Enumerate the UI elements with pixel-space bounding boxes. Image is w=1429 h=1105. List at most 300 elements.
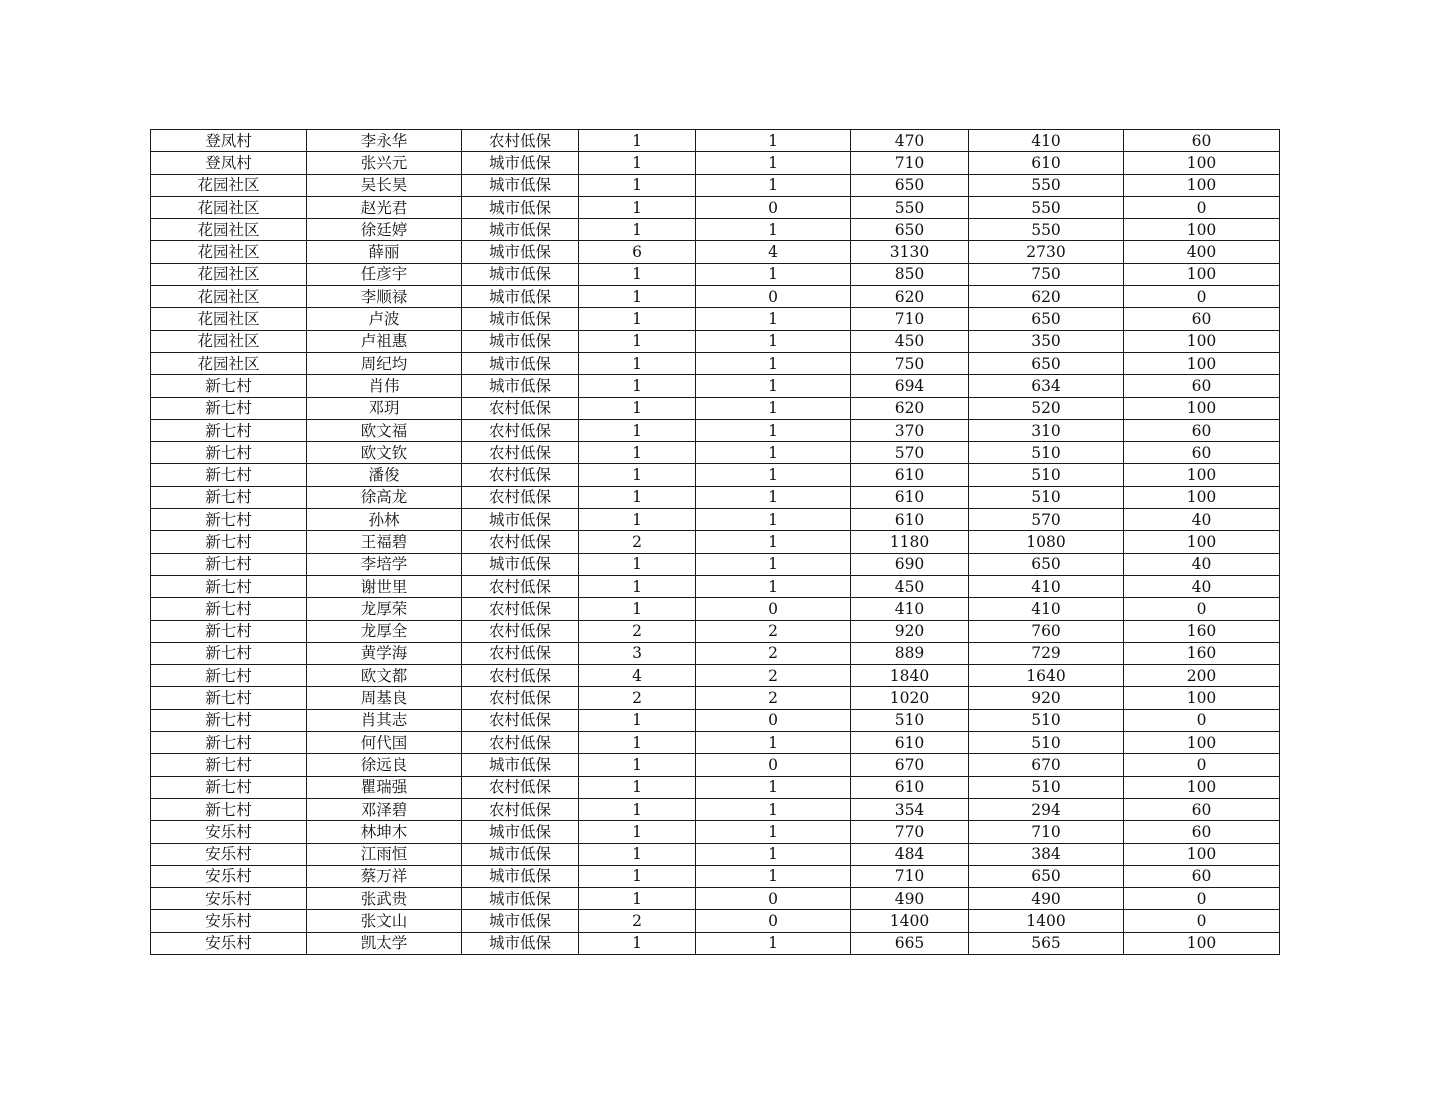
table-row bbox=[151, 910, 1280, 932]
cell-amount-a: 370 bbox=[851, 419, 969, 441]
cell-count-a: 1 bbox=[579, 509, 696, 531]
cell-amount-a: 1400 bbox=[851, 910, 969, 932]
cell-count-a: 1 bbox=[579, 330, 696, 352]
cell-village: 新七村 bbox=[151, 598, 307, 620]
cell-amount-b: 490 bbox=[969, 888, 1124, 910]
cell-amount-b: 510 bbox=[969, 732, 1124, 754]
cell-amount-b: 710 bbox=[969, 821, 1124, 843]
cell-type: 城市低保 bbox=[462, 196, 579, 218]
cell-amount-a: 665 bbox=[851, 932, 969, 954]
table-row bbox=[151, 709, 1280, 731]
cell-type: 城市低保 bbox=[462, 219, 579, 241]
cell-name: 徐高龙 bbox=[307, 486, 462, 508]
cell-amount-b: 410 bbox=[969, 598, 1124, 620]
cell-count-a: 1 bbox=[579, 196, 696, 218]
cell-type: 城市低保 bbox=[462, 352, 579, 374]
cell-amount-b: 520 bbox=[969, 397, 1124, 419]
cell-amount-b: 550 bbox=[969, 196, 1124, 218]
cell-name: 王福碧 bbox=[307, 531, 462, 553]
cell-name: 任彦宇 bbox=[307, 263, 462, 285]
table-row bbox=[151, 397, 1280, 419]
cell-count-a: 1 bbox=[579, 932, 696, 954]
cell-amount-diff: 100 bbox=[1124, 687, 1280, 709]
cell-name: 龙厚全 bbox=[307, 620, 462, 642]
cell-amount-a: 1840 bbox=[851, 665, 969, 687]
cell-amount-diff: 60 bbox=[1124, 798, 1280, 820]
cell-amount-b: 350 bbox=[969, 330, 1124, 352]
cell-count-a: 1 bbox=[579, 174, 696, 196]
cell-amount-a: 620 bbox=[851, 286, 969, 308]
cell-count-a: 1 bbox=[579, 375, 696, 397]
cell-count-b: 1 bbox=[696, 419, 851, 441]
cell-count-a: 1 bbox=[579, 709, 696, 731]
cell-amount-a: 710 bbox=[851, 152, 969, 174]
cell-type: 城市低保 bbox=[462, 888, 579, 910]
cell-amount-a: 450 bbox=[851, 330, 969, 352]
cell-count-b: 1 bbox=[696, 732, 851, 754]
cell-amount-b: 410 bbox=[969, 575, 1124, 597]
cell-amount-a: 620 bbox=[851, 397, 969, 419]
cell-count-b: 2 bbox=[696, 620, 851, 642]
cell-amount-diff: 100 bbox=[1124, 932, 1280, 954]
cell-count-a: 1 bbox=[579, 152, 696, 174]
cell-amount-b: 1080 bbox=[969, 531, 1124, 553]
cell-amount-diff: 160 bbox=[1124, 642, 1280, 664]
cell-type: 城市低保 bbox=[462, 865, 579, 887]
cell-village: 新七村 bbox=[151, 732, 307, 754]
cell-village: 花园社区 bbox=[151, 174, 307, 196]
cell-count-b: 1 bbox=[696, 821, 851, 843]
cell-amount-diff: 100 bbox=[1124, 152, 1280, 174]
cell-count-b: 2 bbox=[696, 687, 851, 709]
cell-amount-a: 889 bbox=[851, 642, 969, 664]
cell-amount-diff: 0 bbox=[1124, 888, 1280, 910]
cell-village: 新七村 bbox=[151, 642, 307, 664]
cell-village: 新七村 bbox=[151, 509, 307, 531]
cell-type: 城市低保 bbox=[462, 509, 579, 531]
cell-amount-b: 650 bbox=[969, 308, 1124, 330]
cell-amount-diff: 100 bbox=[1124, 263, 1280, 285]
cell-amount-diff: 60 bbox=[1124, 442, 1280, 464]
cell-amount-diff: 40 bbox=[1124, 553, 1280, 575]
table-row bbox=[151, 642, 1280, 664]
cell-amount-diff: 60 bbox=[1124, 821, 1280, 843]
cell-name: 肖其志 bbox=[307, 709, 462, 731]
cell-amount-a: 410 bbox=[851, 598, 969, 620]
cell-amount-a: 1180 bbox=[851, 531, 969, 553]
cell-count-a: 1 bbox=[579, 598, 696, 620]
table-body bbox=[151, 130, 1280, 955]
cell-count-a: 4 bbox=[579, 665, 696, 687]
cell-count-b: 1 bbox=[696, 263, 851, 285]
cell-village: 安乐村 bbox=[151, 910, 307, 932]
cell-count-a: 2 bbox=[579, 531, 696, 553]
table-row bbox=[151, 553, 1280, 575]
cell-type: 农村低保 bbox=[462, 130, 579, 152]
table-row bbox=[151, 263, 1280, 285]
cell-count-a: 3 bbox=[579, 642, 696, 664]
cell-type: 城市低保 bbox=[462, 308, 579, 330]
cell-amount-a: 670 bbox=[851, 754, 969, 776]
cell-name: 徐廷婷 bbox=[307, 219, 462, 241]
cell-count-a: 1 bbox=[579, 732, 696, 754]
cell-type: 城市低保 bbox=[462, 152, 579, 174]
cell-village: 新七村 bbox=[151, 687, 307, 709]
cell-amount-a: 550 bbox=[851, 196, 969, 218]
cell-amount-diff: 100 bbox=[1124, 531, 1280, 553]
cell-village: 新七村 bbox=[151, 419, 307, 441]
table-row bbox=[151, 843, 1280, 865]
cell-amount-a: 710 bbox=[851, 865, 969, 887]
cell-amount-diff: 60 bbox=[1124, 130, 1280, 152]
cell-amount-diff: 100 bbox=[1124, 330, 1280, 352]
cell-count-b: 1 bbox=[696, 174, 851, 196]
cell-type: 城市低保 bbox=[462, 330, 579, 352]
cell-name: 吴长昊 bbox=[307, 174, 462, 196]
cell-village: 新七村 bbox=[151, 553, 307, 575]
cell-count-a: 2 bbox=[579, 687, 696, 709]
cell-amount-diff: 100 bbox=[1124, 174, 1280, 196]
cell-type: 农村低保 bbox=[462, 665, 579, 687]
cell-count-a: 1 bbox=[579, 263, 696, 285]
cell-count-a: 1 bbox=[579, 798, 696, 820]
cell-amount-diff: 160 bbox=[1124, 620, 1280, 642]
cell-village: 新七村 bbox=[151, 375, 307, 397]
cell-amount-diff: 400 bbox=[1124, 241, 1280, 263]
cell-count-a: 1 bbox=[579, 286, 696, 308]
cell-count-a: 1 bbox=[579, 464, 696, 486]
cell-name: 欧文都 bbox=[307, 665, 462, 687]
cell-amount-b: 610 bbox=[969, 152, 1124, 174]
cell-village: 新七村 bbox=[151, 665, 307, 687]
cell-amount-diff: 0 bbox=[1124, 709, 1280, 731]
table-row bbox=[151, 196, 1280, 218]
cell-count-a: 1 bbox=[579, 843, 696, 865]
cell-name: 邓玥 bbox=[307, 397, 462, 419]
cell-count-b: 1 bbox=[696, 932, 851, 954]
cell-amount-a: 354 bbox=[851, 798, 969, 820]
cell-amount-b: 634 bbox=[969, 375, 1124, 397]
cell-amount-a: 920 bbox=[851, 620, 969, 642]
cell-count-a: 1 bbox=[579, 553, 696, 575]
cell-amount-b: 550 bbox=[969, 219, 1124, 241]
table-row bbox=[151, 419, 1280, 441]
cell-count-a: 1 bbox=[579, 754, 696, 776]
cell-count-b: 1 bbox=[696, 442, 851, 464]
cell-type: 城市低保 bbox=[462, 241, 579, 263]
table-row bbox=[151, 754, 1280, 776]
cell-amount-a: 650 bbox=[851, 219, 969, 241]
table-row bbox=[151, 442, 1280, 464]
cell-count-b: 1 bbox=[696, 575, 851, 597]
cell-village: 新七村 bbox=[151, 754, 307, 776]
cell-amount-diff: 100 bbox=[1124, 464, 1280, 486]
cell-type: 城市低保 bbox=[462, 932, 579, 954]
cell-count-b: 1 bbox=[696, 152, 851, 174]
cell-amount-a: 1020 bbox=[851, 687, 969, 709]
cell-village: 花园社区 bbox=[151, 263, 307, 285]
cell-type: 农村低保 bbox=[462, 486, 579, 508]
cell-type: 城市低保 bbox=[462, 286, 579, 308]
cell-type: 农村低保 bbox=[462, 620, 579, 642]
cell-amount-a: 770 bbox=[851, 821, 969, 843]
cell-type: 农村低保 bbox=[462, 642, 579, 664]
table-row bbox=[151, 687, 1280, 709]
cell-count-a: 1 bbox=[579, 219, 696, 241]
table-row bbox=[151, 219, 1280, 241]
cell-village: 安乐村 bbox=[151, 932, 307, 954]
cell-name: 张武贵 bbox=[307, 888, 462, 910]
cell-amount-b: 729 bbox=[969, 642, 1124, 664]
cell-type: 农村低保 bbox=[462, 598, 579, 620]
cell-count-a: 1 bbox=[579, 130, 696, 152]
cell-name: 欧文钦 bbox=[307, 442, 462, 464]
cell-amount-a: 610 bbox=[851, 464, 969, 486]
cell-count-b: 1 bbox=[696, 464, 851, 486]
cell-count-a: 1 bbox=[579, 865, 696, 887]
cell-amount-diff: 100 bbox=[1124, 776, 1280, 798]
table-row bbox=[151, 241, 1280, 263]
cell-name: 谢世里 bbox=[307, 575, 462, 597]
cell-amount-a: 570 bbox=[851, 442, 969, 464]
table-row bbox=[151, 152, 1280, 174]
cell-count-b: 4 bbox=[696, 241, 851, 263]
cell-type: 农村低保 bbox=[462, 732, 579, 754]
table-row bbox=[151, 352, 1280, 374]
cell-type: 农村低保 bbox=[462, 687, 579, 709]
cell-amount-diff: 100 bbox=[1124, 843, 1280, 865]
cell-count-a: 1 bbox=[579, 442, 696, 464]
cell-village: 花园社区 bbox=[151, 219, 307, 241]
cell-amount-a: 650 bbox=[851, 174, 969, 196]
table-row bbox=[151, 821, 1280, 843]
cell-name: 邓泽碧 bbox=[307, 798, 462, 820]
cell-amount-diff: 0 bbox=[1124, 196, 1280, 218]
cell-village: 新七村 bbox=[151, 709, 307, 731]
cell-count-b: 1 bbox=[696, 531, 851, 553]
cell-village: 新七村 bbox=[151, 397, 307, 419]
cell-type: 农村低保 bbox=[462, 798, 579, 820]
cell-name: 何代国 bbox=[307, 732, 462, 754]
table-row bbox=[151, 732, 1280, 754]
cell-amount-a: 690 bbox=[851, 553, 969, 575]
cell-amount-b: 565 bbox=[969, 932, 1124, 954]
cell-name: 林坤木 bbox=[307, 821, 462, 843]
cell-type: 城市低保 bbox=[462, 263, 579, 285]
cell-count-a: 1 bbox=[579, 575, 696, 597]
cell-amount-a: 710 bbox=[851, 308, 969, 330]
cell-count-b: 1 bbox=[696, 776, 851, 798]
cell-count-a: 1 bbox=[579, 308, 696, 330]
cell-amount-a: 3130 bbox=[851, 241, 969, 263]
cell-amount-diff: 0 bbox=[1124, 286, 1280, 308]
table-row bbox=[151, 932, 1280, 954]
cell-count-b: 1 bbox=[696, 509, 851, 531]
cell-count-b: 0 bbox=[696, 754, 851, 776]
cell-village: 新七村 bbox=[151, 798, 307, 820]
cell-amount-a: 694 bbox=[851, 375, 969, 397]
cell-count-b: 1 bbox=[696, 865, 851, 887]
cell-name: 黄学海 bbox=[307, 642, 462, 664]
cell-village: 花园社区 bbox=[151, 286, 307, 308]
cell-name: 凯太学 bbox=[307, 932, 462, 954]
cell-type: 农村低保 bbox=[462, 709, 579, 731]
cell-name: 潘俊 bbox=[307, 464, 462, 486]
cell-amount-diff: 100 bbox=[1124, 732, 1280, 754]
cell-village: 新七村 bbox=[151, 531, 307, 553]
table-row bbox=[151, 776, 1280, 798]
cell-name: 周基良 bbox=[307, 687, 462, 709]
cell-amount-b: 760 bbox=[969, 620, 1124, 642]
cell-type: 农村低保 bbox=[462, 397, 579, 419]
cell-amount-a: 610 bbox=[851, 509, 969, 531]
cell-name: 周纪均 bbox=[307, 352, 462, 374]
data-table bbox=[150, 129, 1280, 955]
cell-amount-a: 510 bbox=[851, 709, 969, 731]
cell-amount-diff: 200 bbox=[1124, 665, 1280, 687]
cell-amount-diff: 40 bbox=[1124, 509, 1280, 531]
cell-type: 农村低保 bbox=[462, 531, 579, 553]
table-row bbox=[151, 308, 1280, 330]
cell-count-b: 2 bbox=[696, 665, 851, 687]
table-row bbox=[151, 888, 1280, 910]
cell-count-a: 1 bbox=[579, 397, 696, 419]
cell-name: 赵光君 bbox=[307, 196, 462, 218]
cell-amount-b: 510 bbox=[969, 486, 1124, 508]
cell-amount-diff: 0 bbox=[1124, 910, 1280, 932]
cell-name: 李培学 bbox=[307, 553, 462, 575]
cell-count-b: 0 bbox=[696, 598, 851, 620]
cell-count-b: 1 bbox=[696, 352, 851, 374]
cell-village: 新七村 bbox=[151, 620, 307, 642]
cell-amount-b: 310 bbox=[969, 419, 1124, 441]
cell-amount-b: 1400 bbox=[969, 910, 1124, 932]
cell-type: 城市低保 bbox=[462, 821, 579, 843]
cell-village: 新七村 bbox=[151, 776, 307, 798]
cell-village: 新七村 bbox=[151, 442, 307, 464]
cell-name: 肖伟 bbox=[307, 375, 462, 397]
cell-name: 卢祖惠 bbox=[307, 330, 462, 352]
cell-count-b: 0 bbox=[696, 910, 851, 932]
cell-count-a: 1 bbox=[579, 352, 696, 374]
cell-count-b: 0 bbox=[696, 709, 851, 731]
table-row bbox=[151, 286, 1280, 308]
table-row bbox=[151, 575, 1280, 597]
cell-name: 张文山 bbox=[307, 910, 462, 932]
cell-count-b: 1 bbox=[696, 397, 851, 419]
cell-amount-diff: 100 bbox=[1124, 397, 1280, 419]
cell-village: 登凤村 bbox=[151, 130, 307, 152]
table-row bbox=[151, 598, 1280, 620]
cell-amount-b: 510 bbox=[969, 709, 1124, 731]
cell-amount-b: 670 bbox=[969, 754, 1124, 776]
cell-amount-b: 510 bbox=[969, 442, 1124, 464]
cell-type: 农村低保 bbox=[462, 419, 579, 441]
cell-amount-diff: 60 bbox=[1124, 375, 1280, 397]
cell-amount-a: 610 bbox=[851, 732, 969, 754]
cell-amount-b: 2730 bbox=[969, 241, 1124, 263]
cell-village: 安乐村 bbox=[151, 865, 307, 887]
cell-amount-a: 490 bbox=[851, 888, 969, 910]
cell-count-b: 0 bbox=[696, 196, 851, 218]
cell-amount-a: 450 bbox=[851, 575, 969, 597]
cell-count-a: 2 bbox=[579, 620, 696, 642]
cell-amount-a: 470 bbox=[851, 130, 969, 152]
cell-amount-diff: 60 bbox=[1124, 419, 1280, 441]
table-row bbox=[151, 865, 1280, 887]
cell-count-a: 1 bbox=[579, 888, 696, 910]
table-row bbox=[151, 130, 1280, 152]
cell-count-b: 1 bbox=[696, 486, 851, 508]
cell-amount-b: 650 bbox=[969, 352, 1124, 374]
cell-village: 花园社区 bbox=[151, 330, 307, 352]
cell-type: 城市低保 bbox=[462, 910, 579, 932]
cell-amount-b: 410 bbox=[969, 130, 1124, 152]
cell-count-b: 1 bbox=[696, 553, 851, 575]
cell-type: 农村低保 bbox=[462, 575, 579, 597]
cell-name: 薛丽 bbox=[307, 241, 462, 263]
cell-village: 安乐村 bbox=[151, 821, 307, 843]
cell-amount-b: 570 bbox=[969, 509, 1124, 531]
cell-count-b: 1 bbox=[696, 843, 851, 865]
cell-amount-a: 484 bbox=[851, 843, 969, 865]
cell-type: 城市低保 bbox=[462, 754, 579, 776]
table-row bbox=[151, 665, 1280, 687]
cell-amount-b: 750 bbox=[969, 263, 1124, 285]
cell-count-b: 1 bbox=[696, 375, 851, 397]
cell-name: 龙厚荣 bbox=[307, 598, 462, 620]
cell-name: 徐远良 bbox=[307, 754, 462, 776]
table-row bbox=[151, 509, 1280, 531]
cell-count-a: 1 bbox=[579, 419, 696, 441]
document-page bbox=[150, 129, 1279, 955]
cell-type: 城市低保 bbox=[462, 174, 579, 196]
cell-amount-diff: 60 bbox=[1124, 865, 1280, 887]
cell-amount-diff: 100 bbox=[1124, 352, 1280, 374]
cell-name: 江雨恒 bbox=[307, 843, 462, 865]
cell-amount-a: 610 bbox=[851, 776, 969, 798]
cell-count-b: 1 bbox=[696, 219, 851, 241]
cell-count-a: 6 bbox=[579, 241, 696, 263]
cell-amount-diff: 60 bbox=[1124, 308, 1280, 330]
cell-count-a: 1 bbox=[579, 486, 696, 508]
cell-amount-b: 510 bbox=[969, 776, 1124, 798]
table-row bbox=[151, 375, 1280, 397]
cell-name: 李永华 bbox=[307, 130, 462, 152]
cell-village: 安乐村 bbox=[151, 888, 307, 910]
cell-type: 城市低保 bbox=[462, 375, 579, 397]
cell-amount-diff: 0 bbox=[1124, 598, 1280, 620]
cell-name: 蔡万祥 bbox=[307, 865, 462, 887]
cell-name: 卢波 bbox=[307, 308, 462, 330]
table-row bbox=[151, 486, 1280, 508]
cell-amount-b: 550 bbox=[969, 174, 1124, 196]
cell-count-a: 2 bbox=[579, 910, 696, 932]
cell-amount-diff: 100 bbox=[1124, 486, 1280, 508]
cell-type: 农村低保 bbox=[462, 776, 579, 798]
cell-village: 新七村 bbox=[151, 575, 307, 597]
cell-type: 城市低保 bbox=[462, 553, 579, 575]
cell-type: 城市低保 bbox=[462, 843, 579, 865]
cell-amount-b: 650 bbox=[969, 865, 1124, 887]
cell-village: 花园社区 bbox=[151, 352, 307, 374]
cell-village: 花园社区 bbox=[151, 308, 307, 330]
cell-name: 张兴元 bbox=[307, 152, 462, 174]
cell-count-a: 1 bbox=[579, 776, 696, 798]
cell-amount-b: 920 bbox=[969, 687, 1124, 709]
table-row bbox=[151, 174, 1280, 196]
cell-amount-b: 384 bbox=[969, 843, 1124, 865]
